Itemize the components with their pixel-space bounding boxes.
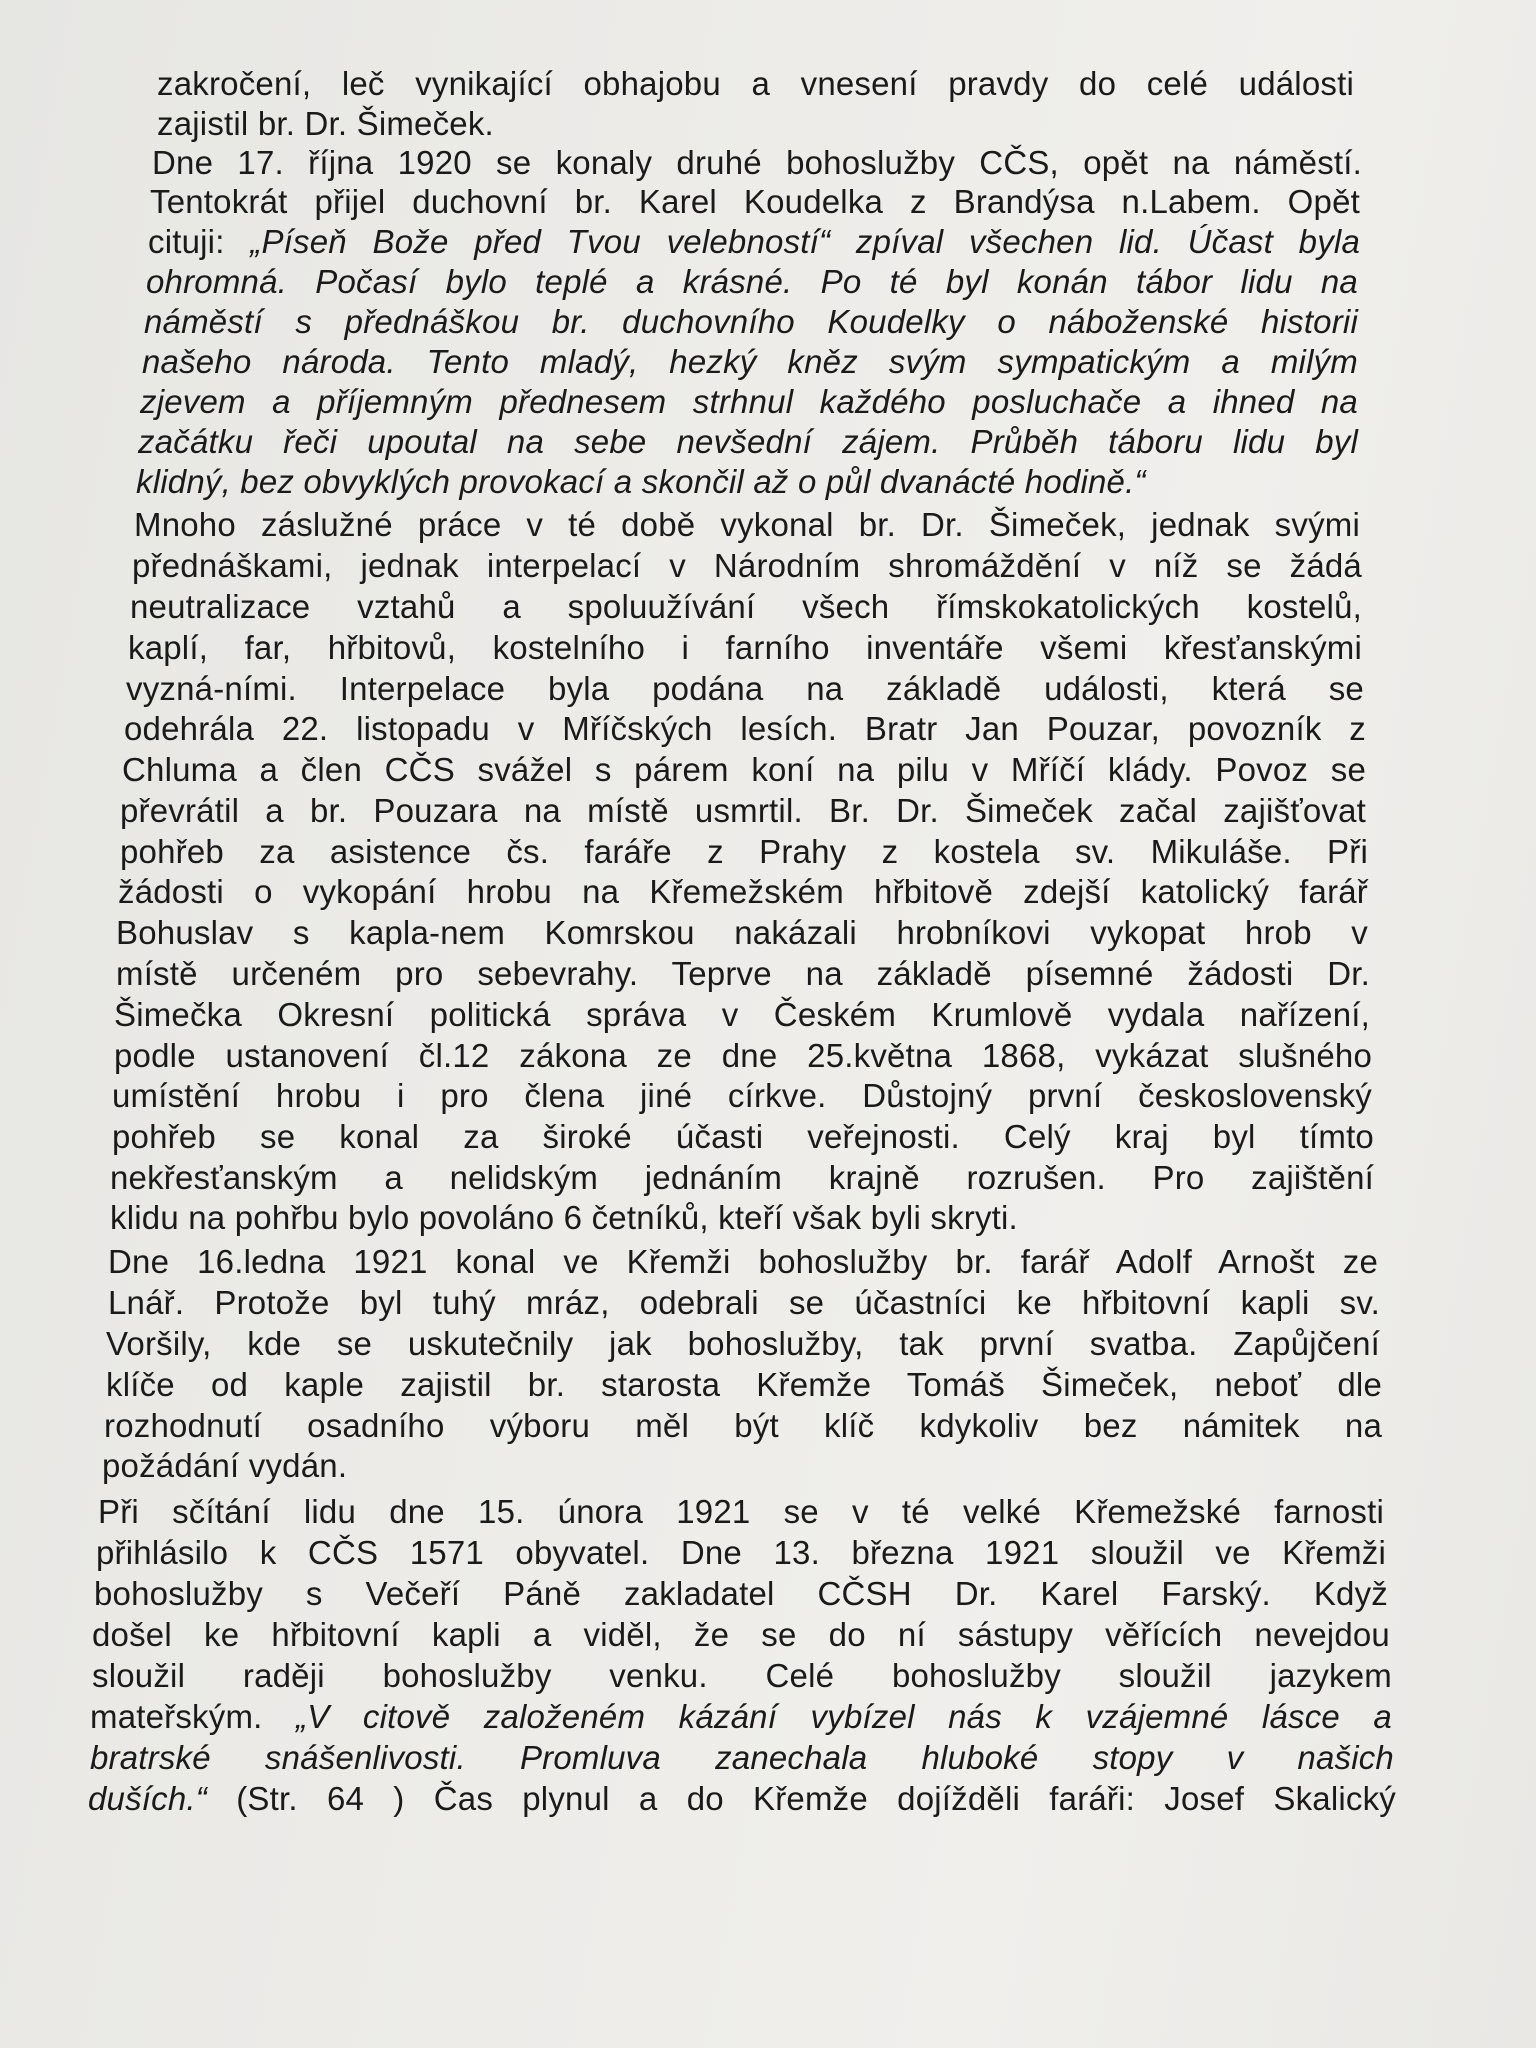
body-text: (Str. 64 ) Čas plynul a do Křemže dojížděli faráři: Josef Skalický [207,1780,1396,1817]
body-text: došel ke hřbitovní kapli a viděl, že se do ní sástupy věřících nevejdou [92,1616,1390,1653]
quoted-text: „V citově založeném kázání vybízel nás k vzájemné lásce a [296,1698,1392,1735]
body-text: přednáškami, jednak interpelací v Národním shromáždění v níž se žádá [132,547,1362,584]
body-text: neutralizace vztahů a spoluužívání všech římskokatolických kostelů, [130,588,1362,625]
body-text: sloužil raději bohoslužby venku. Celé bohoslužby sloužil jazykem [92,1657,1392,1694]
body-text: podle ustanovení čl.12 zákona ze dne 25.května 1868, vykázat slušného [114,1037,1372,1074]
body-text: Lnář. Protože byl tuhý mráz, odebrali se účastníci ke hřbitovní kapli sv. [108,1284,1380,1321]
body-text: umístění hrobu i pro člena jiné církve. Důstojný první československý [112,1077,1372,1114]
body-text: Chluma a člen CČS svážel s párem koní na pilu v Mříčí klády. Povoz se [122,751,1366,788]
quoted-text: ohromná. Počasí bylo teplé a krásné. Po té byl konán tábor lidu na [146,263,1358,300]
body-text: rozhodnutí osadního výboru měl být klíč kdykoliv bez námitek na [104,1407,1382,1444]
body-text: vyzná-ními. Interpelace byla podána na základě události, která se [126,670,1364,707]
body-text: pohřeb za asistence čs. faráře z Prahy z kostela sv. Mikuláše. Při [120,833,1368,870]
body-text: požádání vydán. [102,1447,348,1484]
body-text: místě určeném pro sebevrahy. Teprve na základě písemné žádosti Dr. [116,955,1370,992]
quoted-text: zjevem a příjemným přednesem strhnul každého posluchače a ihned na [140,383,1358,420]
text-line [92,1656,1392,1696]
body-text: Šimečka Okresní politická správa v Českém Krumlově vydala nařízení, [114,996,1370,1033]
text-line [90,1738,1394,1778]
body-text: klidu na pohřbu bylo povoláno 6 četníků, kteří však byli skryti. [110,1199,1018,1236]
body-text: nekřesťanským a nelidským jednáním krajně rozrušen. Pro zajištění [110,1159,1374,1196]
body-text: Při sčítání lidu dne 15. února 1921 se v té velké Křemežské farnosti [98,1493,1384,1530]
text-line [96,1533,1386,1573]
quoted-text: našeho národa. Tento mladý, hezký kněz svým sympatickým a milým [142,343,1358,380]
quoted-text: „Píseň Bože před Tvou velebností“ zpíval všechen lid. Účast byla [250,223,1360,260]
body-text: převrátil a br. Pouzara na místě usmrtil. Br. Dr. Šimeček začal zajišťovat [120,792,1366,829]
body-text: pohřeb se konal za široké účasti veřejnosti. Celý kraj byl tímto [112,1118,1374,1155]
body-text: klíče od kaple zajistil br. starosta Křemže Tomáš Šimeček, neboť dle [106,1366,1382,1403]
quoted-text: náměstí s přednáškou br. duchovního Koudelky o náboženské historii [144,303,1358,340]
body-text: Dne 17. října 1920 se konaly druhé bohoslužby CČS, opět na náměstí. [152,144,1362,181]
body-text: Tentokrát přijel duchovní br. Karel Koudelka z Brandýsa n.Labem. Opět [150,183,1360,220]
body-text: žádosti o vykopání hrobu na Křemežském hřbitově zdejší katolický farář [118,873,1368,910]
text-line [92,1615,1390,1655]
quoted-text: začátku řeči upoutal na sebe nevšední zájem. Průběh táboru lidu byl [138,423,1358,460]
body-text: zajistil br. Dr. Šimeček. [157,105,494,142]
text-line [90,1697,1392,1737]
text-line [88,1779,1396,1819]
body-text: Mnoho záslužné práce v té době vykonal br. Dr. Šimeček, jednak svými [134,506,1360,543]
body-text: kaplí, far, hřbitovů, kostelního i farního inventáře všemi křesťanskými [128,629,1362,666]
quoted-text: duších.“ [88,1780,207,1817]
body-text: Bohuslav s kapla-nem Komrskou nakázali hrobníkovi vykopat hrob v [116,914,1368,951]
body-text: mateřským. [90,1698,296,1735]
quoted-text: bratrské snášenlivosti. Promluva zanechala hluboké stopy v našich [90,1739,1394,1776]
body-text: Dne 16.ledna 1921 konal ve Křemži bohoslužby br. farář Adolf Arnošt ze [108,1243,1378,1280]
text-line [98,1492,1384,1532]
text-line [94,1574,1388,1614]
body-text: cituji: [148,223,251,260]
body-text: bohoslužby s Večeří Páně zakladatel CČSH Dr. Karel Farský. Když [94,1575,1388,1612]
body-text: Voršily, kde se uskutečnily jak bohoslužby, tak první svatba. Zapůjčení [106,1325,1380,1362]
quoted-text: klidný, bez obvyklých provokací a skončil až o půl dvanácté hodině.“ [136,463,1146,500]
body-text: odehrála 22. listopadu v Mříčských lesích. Bratr Jan Pouzar, povozník z [124,710,1366,747]
body-text: zakročení, leč vynikající obhajobu a vnesení pravdy do celé události [157,65,1354,102]
body-text: přihlásilo k CČS 1571 obyvatel. Dne 13. března 1921 sloužil ve Křemži [96,1534,1386,1571]
